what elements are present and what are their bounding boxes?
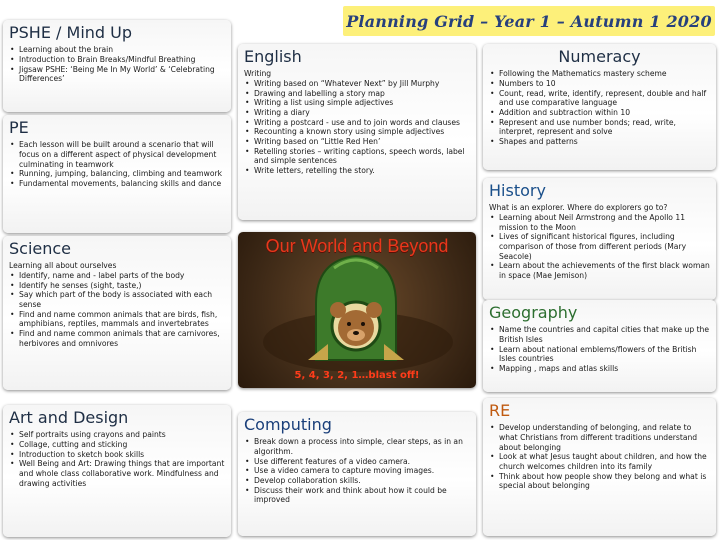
english-heading: English (244, 47, 302, 66)
computing-panel (238, 412, 476, 536)
list-item: • Collage, cutting and sticking (19, 440, 225, 450)
art-heading: Art and Design (9, 408, 129, 427)
list-item: • Say which part of the body is associated with each sense (19, 290, 225, 309)
list-item: • Mapping , maps and atlas skills (499, 364, 710, 374)
list-item: • Writing a list using simple adjectives (254, 98, 470, 108)
rocket-caption: 5, 4, 3, 2, 1…blast off! (294, 370, 420, 381)
bear-in-rocket-illustration (238, 232, 476, 388)
pe-panel (3, 115, 231, 233)
re-heading: RE (489, 401, 511, 420)
english-panel (238, 44, 476, 220)
computing-heading: Computing (244, 415, 332, 434)
list-item: • Writing a diary (254, 108, 470, 118)
list-item: • Use different features of a video camera. (254, 457, 470, 467)
list-item: • Look at what Jesus taught about children, and how the church welcomes children into its family (499, 452, 710, 471)
history-intro: What is an explorer. Where do explorers go to? (489, 203, 668, 213)
geography-panel (483, 300, 716, 392)
list-item: • Jigsaw PSHE: ‘Being Me In My World’ & ‘Celebrating Differences’ (19, 65, 225, 84)
list-item: • Learning about Neil Armstrong and the Apollo 11 mission to the Moon (499, 213, 710, 232)
list-item: • Represent and use number bonds; read, write, interpret, represent and solve (499, 118, 710, 137)
list-item: • Learn about the achievements of the first black woman in space (Mae Jemison) (499, 261, 710, 280)
pe-list (9, 140, 225, 188)
list-item: • Lives of significant historical figures, including comparison of those from different periods (Mary Seacole) (499, 232, 710, 261)
list-item: • Numbers to 10 (499, 79, 710, 89)
science-list (9, 271, 225, 348)
list-item: • Self portraits using crayons and paints (19, 430, 225, 440)
list-item: • Addition and subtraction within 10 (499, 108, 710, 118)
list-item: • Recounting a known story using simple adjectives (254, 127, 470, 137)
list-item: • Writing based on “Little Red Hen’ (254, 137, 470, 147)
list-item: • Identify, name and - label parts of the body (19, 271, 225, 281)
art-panel (3, 405, 231, 537)
list-item: • Find and name common animals that are carnivores, herbivores and omnivores (19, 329, 225, 348)
history-panel (483, 178, 716, 300)
list-item: • Count, read, write, identify, represent, double and half and use comparative language (499, 89, 710, 108)
history-list (489, 213, 710, 280)
list-item: • Develop collaboration skills. (254, 476, 470, 486)
pshe-panel (3, 20, 231, 112)
list-item: • Use a video camera to capture moving images. (254, 466, 470, 476)
list-item: • Develop understanding of belonging, and relate to what Christians from different traditions understand about belonging (499, 423, 710, 452)
science-heading: Science (9, 239, 72, 258)
list-item: • Each lesson will be built around a scenario that will focus on a different aspect of physical development culminating in teamwork (19, 140, 225, 169)
list-item: • Name the countries and capital cities that make up the British Isles (499, 325, 710, 344)
list-item: • Identify he senses (sight, taste,) (19, 281, 225, 291)
list-item: • Writing a postcard - use and to join words and clauses (254, 118, 470, 128)
list-item: • Running, jumping, balancing, climbing and teamwork (19, 169, 225, 179)
geography-list (489, 325, 710, 373)
list-item: • Break down a process into simple, clear steps, as in an algorithm. (254, 437, 470, 456)
our-world-panel (238, 232, 476, 388)
list-item: • Retelling stories – writing captions, speech words, label and simple sentences (254, 147, 470, 166)
pe-heading: PE (9, 118, 29, 137)
list-item: • Introduction to Brain Breaks/Mindful Breathing (19, 55, 225, 65)
pshe-heading: PSHE / Mind Up (9, 23, 133, 42)
re-list (489, 423, 710, 490)
english-list (244, 79, 470, 175)
page-title: Planning Grid – Year 1 – Autumn 1 2020 (343, 6, 715, 36)
list-item: • Fundamental movements, balancing skills and dance (19, 179, 225, 189)
list-item: • Introduction to sketch book skills (19, 450, 225, 460)
list-item: • Well Being and Art: Drawing things that are important and whole class collaborative work. Mindfulness and drawing activities (19, 459, 225, 488)
list-item: • Write letters, retelling the story. (254, 166, 470, 176)
re-panel (483, 398, 716, 536)
science-panel (3, 236, 231, 390)
numeracy-list (489, 69, 710, 146)
list-item: • Discuss their work and think about how it could be improved (254, 486, 470, 505)
history-heading: History (489, 181, 546, 200)
list-item: • Shapes and patterns (499, 137, 710, 147)
our-world-heading: Our World and Beyond (265, 236, 449, 256)
computing-list (244, 437, 470, 504)
list-item: • Think about how people show they belong and what is special about belonging (499, 472, 710, 491)
list-item: • Following the Mathematics mastery scheme (499, 69, 710, 79)
list-item: • Drawing and labelling a story map (254, 89, 470, 99)
geography-heading: Geography (489, 303, 578, 322)
list-item: • Find and name common animals that are birds, fish, amphibians, reptiles, mammals and invertebrates (19, 310, 225, 329)
english-intro: Writing (244, 69, 272, 79)
numeracy-panel (483, 44, 716, 170)
art-list (9, 430, 225, 488)
list-item: • Learn about national emblems/flowers of the British Isles countries (499, 345, 710, 364)
list-item: • Learning about the brain (19, 45, 225, 55)
list-item: • Writing based on “Whatever Next” by Jill Murphy (254, 79, 470, 89)
science-intro: Learning all about ourselves (9, 261, 117, 271)
numeracy-heading: Numeracy (558, 47, 641, 66)
pshe-list (9, 45, 225, 84)
